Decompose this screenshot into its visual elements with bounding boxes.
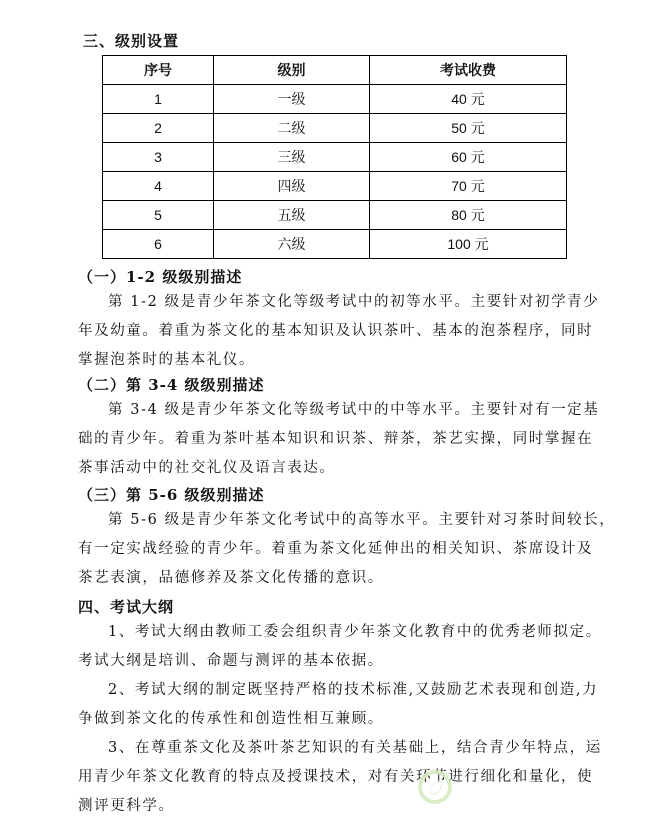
paragraph-line: 考试大纲是培训、命题与测评的基本依据。 bbox=[78, 653, 384, 669]
table-row bbox=[103, 172, 567, 201]
cell-index: 2 bbox=[103, 114, 214, 143]
paragraph-line: 茶艺表演，品德修养及茶文化传播的意识。 bbox=[78, 570, 384, 586]
cell-fee: 40 元 bbox=[370, 85, 567, 114]
cell-level: 三级 bbox=[214, 143, 370, 172]
paragraph-line: 测评更科学。 bbox=[78, 798, 175, 814]
paragraph-line: 3、在尊重茶文化及茶叶茶艺知识的有关基础上，结合青少年特点，运 bbox=[108, 740, 602, 756]
cell-level: 五级 bbox=[214, 201, 370, 230]
cell-index: 6 bbox=[103, 230, 214, 259]
paragraph-line: 年及幼童。着重为茶文化的基本知识及认识茶叶、基本的泡茶程序，同时 bbox=[78, 323, 594, 339]
subheading-level-3-4: （二）第 3-4 级级别描述 bbox=[78, 376, 265, 394]
section-title-exam-outline: 四、考试大纲 bbox=[78, 598, 175, 616]
cell-fee: 60 元 bbox=[370, 143, 567, 172]
subheading-level-1-2: （一）1-2 级级别描述 bbox=[78, 268, 243, 286]
paragraph-line: 有一定实战经验的青少年。着重为茶文化延伸出的相关知识、茶席设计及 bbox=[78, 541, 594, 557]
cell-index: 1 bbox=[103, 85, 214, 114]
header-index: 序号 bbox=[103, 56, 214, 85]
paragraph-line: 掌握泡茶时的基本礼仪。 bbox=[78, 352, 256, 368]
paragraph-line: 1、考试大纲由教师工委会组织青少年茶文化教育中的优秀老师拟定。 bbox=[108, 624, 602, 640]
cell-fee: 70 元 bbox=[370, 172, 567, 201]
paragraph-line: 用青少年茶文化教育的特点及授课技术，对有关环节进行细化和量化，使 bbox=[78, 769, 594, 785]
paragraph-line: 第 3-4 级是青少年茶文化等级考试中的中等水平。主要针对有一定基 bbox=[108, 402, 600, 418]
paragraph-line: 茶事活动中的社交礼仪及语言表达。 bbox=[78, 460, 336, 476]
level-fee-table bbox=[102, 55, 567, 259]
paragraph-line: 争做到茶文化的传承性和创造性相互兼顾。 bbox=[78, 711, 384, 727]
cell-fee: 50 元 bbox=[370, 114, 567, 143]
cell-level: 六级 bbox=[214, 230, 370, 259]
subheading-level-5-6: （三）第 5-6 级级别描述 bbox=[78, 486, 265, 504]
cell-level: 二级 bbox=[214, 114, 370, 143]
paragraph-line: 第 1-2 级是青少年茶文化等级考试中的初等水平。主要针对初学青少 bbox=[108, 294, 600, 310]
table-row bbox=[103, 114, 567, 143]
paragraph-line: 础的青少年。着重为茶叶基本知识和识茶、辩茶，茶艺实操，同时掌握在 bbox=[78, 431, 594, 447]
table-row bbox=[103, 85, 567, 114]
section-title-level-settings: 三、级别设置 bbox=[83, 32, 180, 50]
cell-fee: 100 元 bbox=[370, 230, 567, 259]
header-level: 级别 bbox=[214, 56, 370, 85]
header-fee: 考试收费 bbox=[370, 56, 567, 85]
cell-index: 5 bbox=[103, 201, 214, 230]
table-row bbox=[103, 230, 567, 259]
cell-index: 3 bbox=[103, 143, 214, 172]
cell-fee: 80 元 bbox=[370, 201, 567, 230]
cell-level: 四级 bbox=[214, 172, 370, 201]
paragraph-line: 第 5-6 级是青少年茶文化考试中的高等水平。主要针对习茶时间较长， bbox=[108, 512, 616, 528]
cell-index: 4 bbox=[103, 172, 214, 201]
table-header-row bbox=[103, 56, 567, 85]
table-row bbox=[103, 143, 567, 172]
table-row bbox=[103, 201, 567, 230]
leaf-watermark-icon bbox=[418, 770, 452, 804]
paragraph-line: 2、考试大纲的制定既坚持严格的技术标准,又鼓励艺术表现和创造,力 bbox=[108, 682, 599, 698]
cell-level: 一级 bbox=[214, 85, 370, 114]
